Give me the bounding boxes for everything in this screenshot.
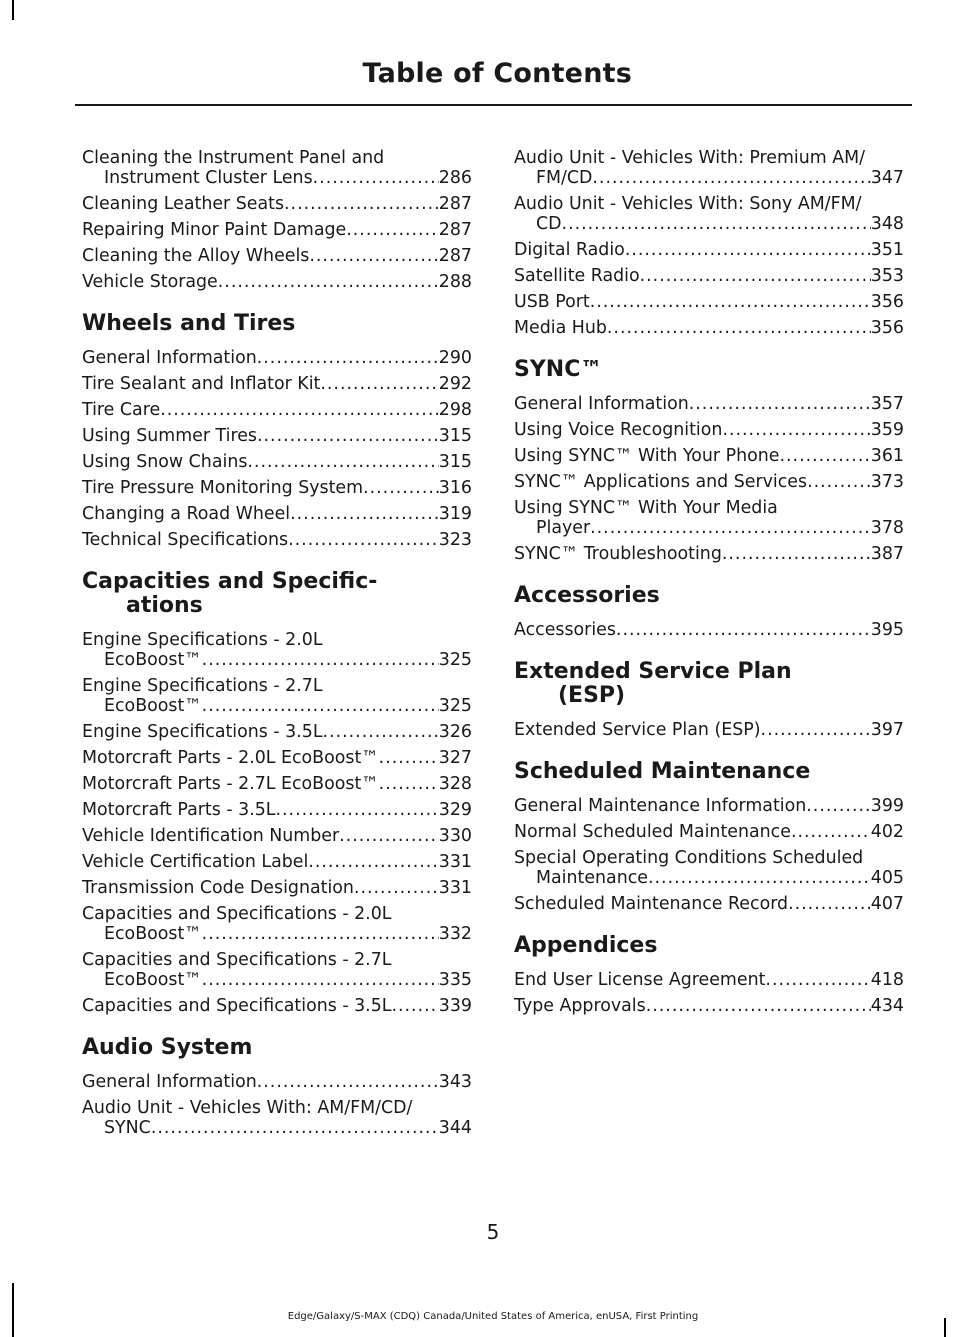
dot-leader bbox=[313, 168, 439, 188]
toc-entry[interactable] bbox=[82, 630, 472, 670]
header-divider bbox=[75, 104, 912, 106]
toc-entry[interactable] bbox=[82, 194, 472, 214]
toc-entry[interactable] bbox=[82, 530, 472, 550]
toc-entry-title-line: Capacities and Specifications - 2.7L bbox=[82, 950, 392, 970]
dot-leader bbox=[284, 194, 439, 214]
toc-entry-title: Scheduled Maintenance Record bbox=[514, 894, 789, 914]
toc-entry-title: SYNC™ Applications and Services bbox=[514, 472, 808, 492]
dot-leader bbox=[625, 240, 871, 260]
toc-entry[interactable] bbox=[82, 426, 472, 446]
toc-entry-page: 319 bbox=[438, 504, 472, 524]
toc-entry-title: EcoBoost™ bbox=[104, 696, 202, 716]
toc-entry-page: 325 bbox=[438, 650, 472, 670]
dot-leader bbox=[202, 650, 439, 670]
toc-entry-title: Using Snow Chains bbox=[82, 452, 248, 472]
toc-entry[interactable] bbox=[82, 748, 472, 768]
toc-entry-title: Media Hub bbox=[514, 318, 607, 338]
toc-entry[interactable] bbox=[514, 848, 904, 888]
toc-entry-page: 328 bbox=[438, 774, 472, 794]
toc-entry-page: 418 bbox=[870, 970, 904, 990]
toc-entry-title: EcoBoost™ bbox=[104, 924, 202, 944]
toc-entry-page: 287 bbox=[438, 220, 472, 240]
dot-leader bbox=[765, 970, 870, 990]
toc-entry-page: 356 bbox=[870, 292, 904, 312]
toc-entry[interactable] bbox=[514, 620, 904, 640]
dot-leader bbox=[779, 446, 870, 466]
toc-entry-page: 359 bbox=[870, 420, 904, 440]
toc-entry-title: Satellite Radio bbox=[514, 266, 640, 286]
toc-entry[interactable] bbox=[82, 348, 472, 368]
toc-entry-title: Using Summer Tires bbox=[82, 426, 257, 446]
toc-entry-title-line: Engine Specifications - 2.7L bbox=[82, 676, 323, 696]
dot-leader bbox=[592, 168, 870, 188]
dot-leader bbox=[722, 420, 870, 440]
toc-entry-page: 348 bbox=[870, 214, 904, 234]
toc-entry-title: Instrument Cluster Lens bbox=[104, 168, 313, 188]
toc-entry[interactable] bbox=[82, 400, 472, 420]
toc-entry-title: USB Port bbox=[514, 292, 590, 312]
dot-leader bbox=[354, 878, 439, 898]
toc-entry-title: SYNC™ Troubleshooting bbox=[514, 544, 722, 564]
toc-entry-title: General Information bbox=[82, 1072, 257, 1092]
toc-entry-page: 335 bbox=[438, 970, 472, 990]
toc-entry-title: Transmission Code Designation bbox=[82, 878, 354, 898]
toc-entry-title: Tire Sealant and Inflator Kit bbox=[82, 374, 321, 394]
toc-entry[interactable] bbox=[82, 996, 472, 1016]
toc-entry-page: 434 bbox=[870, 996, 904, 1016]
toc-entry-title: SYNC bbox=[104, 1118, 151, 1138]
toc-entry[interactable] bbox=[514, 970, 904, 990]
toc-entry-title: Player bbox=[536, 518, 591, 538]
toc-entry-title: Engine Specifications - 3.5L bbox=[82, 722, 323, 742]
section-heading bbox=[82, 312, 472, 336]
dot-leader bbox=[202, 696, 439, 716]
section-heading-line: Accessories bbox=[514, 583, 660, 608]
toc-entry[interactable] bbox=[82, 774, 472, 794]
section-heading-line: ations bbox=[126, 593, 203, 618]
toc-entry[interactable] bbox=[82, 374, 472, 394]
toc-entry-page: 298 bbox=[438, 400, 472, 420]
section-heading-line: Appendices bbox=[514, 933, 658, 958]
toc-entry-title: End User License Agreement bbox=[514, 970, 766, 990]
dot-leader bbox=[562, 214, 871, 234]
toc-entry-page: 351 bbox=[870, 240, 904, 260]
toc-entry-page: 405 bbox=[870, 868, 904, 888]
toc-entry[interactable] bbox=[82, 478, 472, 498]
toc-left-column bbox=[82, 148, 472, 1144]
toc-entry-title-line: Capacities and Specifications - 2.0L bbox=[82, 904, 392, 924]
section-heading-line: Capacities and Specific- bbox=[82, 569, 378, 594]
toc-entry-page: 395 bbox=[870, 620, 904, 640]
toc-entry-title: Type Approvals bbox=[514, 996, 646, 1016]
toc-entry[interactable] bbox=[514, 394, 904, 414]
dot-leader bbox=[151, 1118, 439, 1138]
page-number: 5 bbox=[486, 1220, 500, 1244]
toc-right-column bbox=[514, 148, 904, 1022]
dot-leader bbox=[308, 852, 439, 872]
toc-entry-page: 407 bbox=[870, 894, 904, 914]
toc-entry-page: 327 bbox=[438, 748, 472, 768]
toc-entry[interactable] bbox=[514, 544, 904, 564]
toc-entry[interactable] bbox=[82, 504, 472, 524]
dot-leader bbox=[379, 774, 439, 794]
toc-entry[interactable] bbox=[82, 220, 472, 240]
dot-leader bbox=[323, 722, 439, 742]
section-heading bbox=[82, 1036, 472, 1060]
toc-entry[interactable] bbox=[82, 1072, 472, 1092]
toc-entry[interactable] bbox=[82, 676, 472, 716]
dot-leader bbox=[257, 1072, 439, 1092]
toc-entry-title: General Information bbox=[514, 394, 689, 414]
dot-leader bbox=[640, 266, 871, 286]
toc-entry-page: 329 bbox=[438, 800, 472, 820]
toc-entry-title-line: Cleaning the Instrument Panel and bbox=[82, 148, 385, 168]
toc-entry-page: 397 bbox=[870, 720, 904, 740]
toc-entry-title: Cleaning Leather Seats bbox=[82, 194, 285, 214]
toc-entry-title-line: Special Operating Conditions Scheduled bbox=[514, 848, 864, 868]
toc-entry[interactable] bbox=[82, 722, 472, 742]
toc-entry-title: CD bbox=[536, 214, 562, 234]
toc-entry[interactable] bbox=[82, 800, 472, 820]
toc-entry[interactable] bbox=[82, 878, 472, 898]
toc-entry[interactable] bbox=[514, 996, 904, 1016]
toc-entry[interactable] bbox=[82, 148, 472, 188]
toc-entry-page: 344 bbox=[438, 1118, 472, 1138]
dot-leader bbox=[806, 796, 871, 816]
toc-entry-title: Vehicle Storage bbox=[82, 272, 218, 292]
toc-entry[interactable] bbox=[82, 452, 472, 472]
toc-entry-title: Normal Scheduled Maintenance bbox=[514, 822, 791, 842]
toc-entry[interactable] bbox=[82, 272, 472, 292]
toc-entry-title: Changing a Road Wheel bbox=[82, 504, 291, 524]
toc-entry-page: 325 bbox=[438, 696, 472, 716]
toc-entry-page: 290 bbox=[438, 348, 472, 368]
crop-mark-top-left bbox=[12, 0, 14, 20]
toc-entry-title: EcoBoost™ bbox=[104, 970, 202, 990]
toc-entry-page: 353 bbox=[870, 266, 904, 286]
toc-entry-page: 292 bbox=[438, 374, 472, 394]
toc-entry-page: 399 bbox=[870, 796, 904, 816]
toc-entry-page: 339 bbox=[438, 996, 472, 1016]
dot-leader bbox=[689, 394, 871, 414]
toc-entry-title: General Information bbox=[82, 348, 257, 368]
dot-leader bbox=[590, 518, 871, 538]
section-heading bbox=[514, 660, 904, 708]
toc-entry[interactable] bbox=[514, 796, 904, 816]
toc-entry-page: 315 bbox=[438, 426, 472, 446]
dot-leader bbox=[247, 452, 438, 472]
toc-entry-page: 287 bbox=[438, 246, 472, 266]
crop-mark-bottom-left bbox=[12, 1283, 14, 1337]
toc-entry-title: Repairing Minor Paint Damage bbox=[82, 220, 347, 240]
toc-entry-page: 287 bbox=[438, 194, 472, 214]
dot-leader bbox=[288, 530, 439, 550]
dot-leader bbox=[648, 868, 871, 888]
toc-entry-title: Digital Radio bbox=[514, 240, 625, 260]
section-heading-line: Extended Service Plan bbox=[514, 659, 792, 684]
toc-entry[interactable] bbox=[514, 194, 904, 234]
toc-entry-title-line: Audio Unit - Vehicles With: Sony AM/FM/ bbox=[514, 194, 862, 214]
toc-entry[interactable] bbox=[82, 826, 472, 846]
toc-entry-page: 373 bbox=[870, 472, 904, 492]
toc-entry-title-line: Using SYNC™ With Your Media bbox=[514, 498, 778, 518]
toc-entry-page: 343 bbox=[438, 1072, 472, 1092]
toc-entry-title: Motorcraft Parts - 3.5L bbox=[82, 800, 276, 820]
dot-leader bbox=[257, 348, 439, 368]
toc-entry-title-line: Audio Unit - Vehicles With: AM/FM/CD/ bbox=[82, 1098, 413, 1118]
dot-leader bbox=[590, 292, 871, 312]
page-title: Table of Contents bbox=[362, 58, 632, 89]
section-heading-line: Audio System bbox=[82, 1035, 253, 1060]
toc-entry-title: Tire Pressure Monitoring System bbox=[82, 478, 364, 498]
toc-entry-page: 387 bbox=[870, 544, 904, 564]
toc-entry-page: 402 bbox=[870, 822, 904, 842]
toc-entry-title: Accessories bbox=[514, 620, 616, 640]
toc-entry-page: 330 bbox=[438, 826, 472, 846]
dot-leader bbox=[791, 822, 871, 842]
toc-entry-title: Cleaning the Alloy Wheels bbox=[82, 246, 310, 266]
dot-leader bbox=[363, 478, 439, 498]
dot-leader bbox=[346, 220, 439, 240]
toc-entry-page: 331 bbox=[438, 878, 472, 898]
toc-entry[interactable] bbox=[82, 1098, 472, 1138]
section-heading bbox=[514, 358, 904, 382]
dot-leader bbox=[646, 996, 871, 1016]
section-heading-line: (ESP) bbox=[558, 683, 626, 708]
toc-entry[interactable] bbox=[514, 240, 904, 260]
dot-leader bbox=[202, 970, 439, 990]
toc-entry-page: 332 bbox=[438, 924, 472, 944]
toc-entry[interactable] bbox=[514, 292, 904, 312]
toc-entry[interactable] bbox=[514, 318, 904, 338]
toc-entry[interactable] bbox=[514, 420, 904, 440]
toc-entry-title: Extended Service Plan (ESP) bbox=[514, 720, 761, 740]
toc-entry-title: Tire Care bbox=[82, 400, 161, 420]
toc-entry[interactable] bbox=[514, 472, 904, 492]
toc-entry-title: General Maintenance Information bbox=[514, 796, 807, 816]
dot-leader bbox=[788, 894, 871, 914]
dot-leader bbox=[309, 246, 438, 266]
toc-entry[interactable] bbox=[514, 266, 904, 286]
toc-entry-page: 316 bbox=[438, 478, 472, 498]
toc-entry-page: 357 bbox=[870, 394, 904, 414]
toc-entry[interactable] bbox=[514, 720, 904, 740]
toc-entry-title: Vehicle Certification Label bbox=[82, 852, 309, 872]
dot-leader bbox=[160, 400, 439, 420]
dot-leader bbox=[722, 544, 871, 564]
toc-entry-title: Motorcraft Parts - 2.0L EcoBoost™ bbox=[82, 748, 379, 768]
toc-entry-title: Motorcraft Parts - 2.7L EcoBoost™ bbox=[82, 774, 379, 794]
toc-entry[interactable] bbox=[82, 246, 472, 266]
toc-entry-title: EcoBoost™ bbox=[104, 650, 202, 670]
toc-entry[interactable] bbox=[82, 852, 472, 872]
toc-entry-page: 315 bbox=[438, 452, 472, 472]
section-heading-line: SYNC™ bbox=[514, 357, 603, 382]
footer-text: Edge/Galaxy/S-MAX (CDQ) Canada/United States of America, enUSA, First Printing bbox=[287, 1311, 699, 1322]
dot-leader bbox=[379, 748, 439, 768]
dot-leader bbox=[290, 504, 439, 524]
dot-leader bbox=[275, 800, 438, 820]
toc-entry[interactable] bbox=[514, 894, 904, 914]
dot-leader bbox=[320, 374, 438, 394]
dot-leader bbox=[218, 272, 439, 292]
toc-entry[interactable] bbox=[514, 498, 904, 538]
toc-entry[interactable] bbox=[514, 446, 904, 466]
toc-entry-title: Using Voice Recognition bbox=[514, 420, 723, 440]
section-heading bbox=[514, 934, 904, 958]
dot-leader bbox=[616, 620, 871, 640]
dot-leader bbox=[607, 318, 871, 338]
toc-entry[interactable] bbox=[82, 950, 472, 990]
section-heading-line: Scheduled Maintenance bbox=[514, 759, 811, 784]
section-heading bbox=[514, 760, 904, 784]
toc-entry-title: Capacities and Specifications - 3.5L bbox=[82, 996, 392, 1016]
toc-entry-title: Using SYNC™ With Your Phone bbox=[514, 446, 780, 466]
toc-entry-title: Vehicle Identification Number bbox=[82, 826, 340, 846]
toc-entry-page: 326 bbox=[438, 722, 472, 742]
toc-entry-page: 361 bbox=[870, 446, 904, 466]
toc-entry-title: Maintenance bbox=[536, 868, 648, 888]
dot-leader bbox=[807, 472, 871, 492]
toc-entry-page: 331 bbox=[438, 852, 472, 872]
toc-entry-title: FM/CD bbox=[536, 168, 593, 188]
dot-leader bbox=[391, 996, 438, 1016]
toc-entry-page: 288 bbox=[438, 272, 472, 292]
toc-entry[interactable] bbox=[514, 822, 904, 842]
toc-entry[interactable] bbox=[82, 904, 472, 944]
toc-entry-page: 347 bbox=[870, 168, 904, 188]
dot-leader bbox=[202, 924, 439, 944]
toc-entry-title-line: Audio Unit - Vehicles With: Premium AM/ bbox=[514, 148, 866, 168]
toc-entry-page: 286 bbox=[438, 168, 472, 188]
section-heading bbox=[82, 570, 472, 618]
toc-entry-title: Technical Specifications bbox=[82, 530, 289, 550]
dot-leader bbox=[761, 720, 871, 740]
toc-entry-page: 323 bbox=[438, 530, 472, 550]
toc-entry-page: 356 bbox=[870, 318, 904, 338]
toc-entry-page: 378 bbox=[870, 518, 904, 538]
toc-entry-title-line: Engine Specifications - 2.0L bbox=[82, 630, 323, 650]
section-heading-line: Wheels and Tires bbox=[82, 311, 296, 336]
dot-leader bbox=[339, 826, 439, 846]
toc-entry[interactable] bbox=[514, 148, 904, 188]
section-heading bbox=[514, 584, 904, 608]
dot-leader bbox=[257, 426, 439, 446]
